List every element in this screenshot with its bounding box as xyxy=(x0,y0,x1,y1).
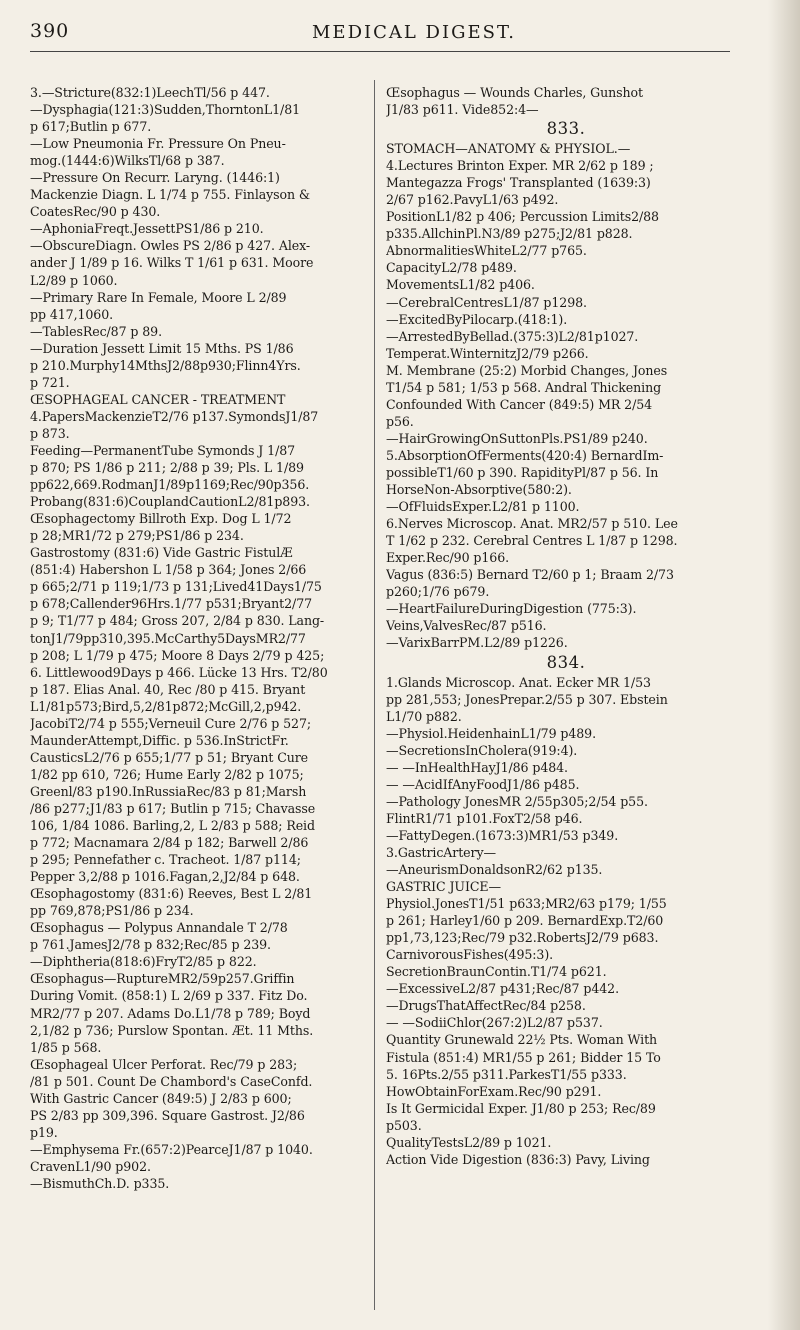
index-line: 1/85 p 568. xyxy=(30,1039,102,1055)
index-line: —VarixBarrPM.L2/89 p1226. xyxy=(386,635,568,651)
index-line: p 9; T1/77 p 484; Gross 207, 2/84 p 830. Lang- xyxy=(30,613,325,629)
index-line: FlintR1/71 p101.FoxT2/58 p46. xyxy=(386,810,583,826)
index-line: —Pathology JonesMR 2/55p305;2/54 p55. xyxy=(386,793,648,809)
index-line: — —InHealthHayJ1/86 p484. xyxy=(386,759,568,775)
index-line: p 28;MR1/72 p 279;PS1/86 p 234. xyxy=(30,528,244,544)
index-line: Probang(831:6)CouplandCautionL2/81p893. xyxy=(30,494,310,510)
index-line: CausticsL2/76 p 655;1/77 p 51; Bryant Cure xyxy=(30,749,309,765)
index-line: T1/54 p 581; 1/53 p 568. Andral Thickening xyxy=(386,379,662,395)
index-line: 2/67 p162.PavyL1/63 p492. xyxy=(386,192,559,208)
index-line: Œsophagus — Wounds Charles, Gunshot xyxy=(386,85,643,100)
index-line: —HeartFailureDuringDigestion (775:3). xyxy=(386,601,637,617)
index-line: AbnormalitiesWhiteL2/77 p765. xyxy=(386,243,587,259)
index-line: —Pressure On Recurr. Laryng. (1446:1) xyxy=(30,170,280,186)
index-line: Veins,ValvesRec/87 p516. xyxy=(386,618,547,634)
index-line: L1/70 p882. xyxy=(386,708,462,724)
index-line: p 261; Harley1/60 p 209. BernardExp.T2/60 xyxy=(386,913,664,929)
index-line: p 873. xyxy=(30,425,70,441)
right-column xyxy=(386,84,746,1168)
left-column xyxy=(30,84,390,1192)
index-line: CapacityL2/78 p489. xyxy=(386,260,517,276)
index-line: 6. Littlewood9Days p 466. Lücke 13 Hrs. T2/80 xyxy=(30,664,328,680)
index-line: p 617;Butlin p 677. xyxy=(30,119,152,135)
running-title: MEDICAL DIGEST. xyxy=(312,22,517,43)
index-line: Œsophagus — Polypus Annandale T 2/78 xyxy=(30,920,288,936)
index-line: — —SodiiChlor(267:2)L2/87 p537. xyxy=(386,1015,603,1031)
index-line: L2/89 p 1060. xyxy=(30,272,118,288)
index-line: CarnivorousFishes(495:3). xyxy=(386,947,554,963)
index-line: —AphoniaFreqt.JessettPS1/86 p 210. xyxy=(30,221,264,237)
column-divider xyxy=(374,80,375,1310)
index-line: M. Membrane (25:2) Morbid Changes, Jones xyxy=(386,362,668,378)
index-line: PositionL1/82 p 406; Percussion Limits2/88 xyxy=(386,209,659,225)
index-line: JacobiT2/74 p 555;Verneuil Cure 2/76 p 527; xyxy=(30,715,312,731)
index-line: 4.Lectures Brinton Exper. MR 2/62 p 189 ; xyxy=(386,158,654,174)
index-line: pp1,73,123;Rec/79 p32.RobertsJ2/79 p683. xyxy=(386,930,659,946)
index-line: ander J 1/89 p 16. Wilks T 1/61 p 631. Moore xyxy=(30,255,314,271)
index-line: —Primary Rare In Female, Moore L 2/89 xyxy=(30,289,287,305)
index-line: —Emphysema Fr.(657:2)PearceJ1/87 p 1040. xyxy=(30,1141,313,1157)
index-line: p503. xyxy=(386,1117,422,1133)
index-line: Mackenzie Diagn. L 1/74 p 755. Finlayson & xyxy=(30,187,311,203)
index-line: —ExcessiveL2/87 p431;Rec/87 p442. xyxy=(386,981,619,997)
index-line: p 678;Callender96Hrs.1/77 p531;Bryant2/77 xyxy=(30,596,313,612)
index-line: Œsophagostomy (831:6) Reeves, Best L 2/81 xyxy=(30,886,313,902)
index-line: p 772; Macnamara 2/84 p 182; Barwell 2/86 xyxy=(30,835,309,851)
index-line: GASTRIC JUICE— xyxy=(386,879,501,895)
index-line: /86 p277;J1/83 p 617; Butlin p 715; Chavasse xyxy=(30,800,316,816)
index-line: With Gastric Cancer (849:5) J 2/83 p 600; xyxy=(30,1090,292,1106)
index-line: p 295; Pennefather c. Tracheot. 1/87 p114; xyxy=(30,852,301,868)
index-line: T 1/62 p 232. Cerebral Centres L 1/87 p 1298. xyxy=(386,533,678,549)
index-line: Pepper 3,2/88 p 1016.Fagan,2,J2/84 p 648. xyxy=(30,869,300,885)
index-line: L1/81p573;Bird,5,2/81p872;McGill,2,p942. xyxy=(30,698,302,714)
index-line: Action Vide Digestion (836:3) Pavy, Living xyxy=(386,1151,650,1167)
index-line: p 210.Murphy14MthsJ2/88p930;Flinn4Yrs. xyxy=(30,357,301,373)
index-line: —Dysphagia(121:3)Sudden,ThorntonL1/81 xyxy=(30,102,301,118)
index-line: pp622,669.RodmanJ1/89p1169;Rec/90p356. xyxy=(30,477,310,493)
index-line: tonJ1/79pp310,395.McCarthy5DaysMR2/77 xyxy=(30,630,306,646)
index-line: p335.AllchinPl.N3/89 p275;J2/81 p828. xyxy=(386,226,633,242)
index-line: 1.Glands Microscop. Anat. Ecker MR 1/53 xyxy=(386,674,651,690)
index-line: —HairGrowingOnSuttonPls.PS1/89 p240. xyxy=(386,430,648,446)
index-line: —Physiol.HeidenhainL1/79 p489. xyxy=(386,725,596,741)
index-line: —Duration Jessett Limit 15 Mths. PS 1/86 xyxy=(30,340,294,356)
index-line: —OfFluidsExper.L2/81 p 1100. xyxy=(386,499,580,515)
index-line: SecretionBraunContin.T1/74 p621. xyxy=(386,964,607,980)
page-edge-shadow xyxy=(768,0,800,1330)
index-line: —ObscureDiagn. Owles PS 2/86 p 427. Alex- xyxy=(30,238,311,254)
section-number: 833. xyxy=(546,119,586,139)
index-line: 3.GastricArtery— xyxy=(386,844,496,860)
index-line: Greenl/83 p190.InRussiaRec/83 p 81;Marsh xyxy=(30,783,307,799)
index-line: pp 769,878;PS1/86 p 234. xyxy=(30,903,194,919)
index-line: Fistula (851:4) MR1/55 p 261; Bidder 15 To xyxy=(386,1049,661,1065)
index-line: p 761.JamesJ2/78 p 832;Rec/85 p 239. xyxy=(30,937,271,953)
index-line: —BismuthCh.D. p335. xyxy=(30,1176,170,1191)
index-line: —DrugsThatAffectRec/84 p258. xyxy=(386,998,586,1014)
index-line: CoatesRec/90 p 430. xyxy=(30,204,161,220)
index-line: —Low Pneumonia Fr. Pressure On Pneu- xyxy=(30,136,286,152)
index-line: p 665;2/71 p 119;1/73 p 131;Lived41Days1/75 xyxy=(30,579,322,595)
index-line: Mantegazza Frogs' Transplanted (1639:3) xyxy=(386,175,651,191)
index-line: p19. xyxy=(30,1124,58,1140)
index-line: 6.Nerves Microscop. Anat. MR2/57 p 510. Lee xyxy=(386,516,678,532)
index-line: —ExcitedByPilocarp.(418:1). xyxy=(386,311,568,327)
index-line: p56. xyxy=(386,413,414,429)
index-line: Is It Germicidal Exper. J1/80 p 253; Rec/89 xyxy=(386,1100,656,1116)
index-line: Quantity Grunewald 22½ Pts. Woman With xyxy=(386,1032,658,1048)
index-line: —Diphtheria(818:6)FryT2/85 p 822. xyxy=(30,954,257,970)
index-line: pp 417,1060. xyxy=(30,306,114,322)
index-line: MaunderAttempt,Diffic. p 536.InStrictFr. xyxy=(30,732,289,748)
index-line: —AneurismDonaldsonR2/62 p135. xyxy=(386,862,603,878)
header-rule xyxy=(30,51,730,52)
index-line: HorseNon-Absorptive(580:2). xyxy=(386,482,572,498)
index-line: 106, 1/84 1086. Barling,2, L 2/83 p 588; Reid xyxy=(30,818,315,834)
index-line: Gastrostomy (831:6) Vide Gastric FistulÆ xyxy=(30,545,293,561)
index-line: —FattyDegen.(1673:3)MR1/53 p349. xyxy=(386,827,619,843)
index-line: CravenL1/90 p902. xyxy=(30,1158,151,1174)
index-line: Exper.Rec/90 p166. xyxy=(386,550,510,566)
index-line: p260;1/76 p679. xyxy=(386,584,490,600)
index-line: Œsophagus—RuptureMR2/59p257.Griffin xyxy=(30,971,295,987)
index-line: During Vomit. (858:1) L 2/69 p 337. Fitz Do. xyxy=(30,988,308,1004)
index-line: (851:4) Habershon L 1/58 p 364; Jones 2/66 xyxy=(30,562,307,578)
index-line: —CerebralCentresL1/87 p1298. xyxy=(386,294,587,310)
index-line: —TablesRec/87 p 89. xyxy=(30,323,162,339)
index-line: QualityTestsL2/89 p 1021. xyxy=(386,1134,552,1150)
index-line: Feeding—PermanentTube Symonds J 1/87 xyxy=(30,442,296,458)
index-line: 5. 16Pts.2/55 p311.ParkesT1/55 p333. xyxy=(386,1066,627,1082)
index-line: ŒSOPHAGEAL CANCER - TREATMENT xyxy=(30,391,286,407)
index-line: 1/82 pp 610, 726; Hume Early 2/82 p 1075; xyxy=(30,766,304,782)
section-number: 834. xyxy=(546,652,586,672)
index-line: p 870; PS 1/86 p 211; 2/88 p 39; Pls. L 1/89 xyxy=(30,460,304,476)
index-line: p 721. xyxy=(30,374,70,390)
index-line: Temperat.WinternitzJ2/79 p266. xyxy=(386,345,589,361)
index-line: — —AcidIfAnyFoodJ1/86 p485. xyxy=(386,776,580,792)
index-line: J1/83 p611. Vide852:4— xyxy=(386,102,539,118)
index-line: MR2/77 p 207. Adams Do.L1/78 p 789; Boyd xyxy=(30,1005,311,1021)
page-number: 390 xyxy=(30,20,70,42)
index-line: Œsophageal Ulcer Perforat. Rec/79 p 283; xyxy=(30,1056,298,1072)
index-line: mog.(1444:6)WilksTl/68 p 387. xyxy=(30,153,225,169)
index-line: STOMACH—ANATOMY & PHYSIOL.— xyxy=(386,141,631,157)
index-line: p 187. Elias Anal. 40, Rec /80 p 415. Bryant xyxy=(30,681,306,697)
index-line: 2,1/82 p 736; Purslow Spontan. Æt. 11 Mths. xyxy=(30,1022,314,1038)
index-line: Œsophagectomy Billroth Exp. Dog L 1/72 xyxy=(30,511,292,527)
index-line: possibleT1/60 p 390. RapidityPl/87 p 56. In xyxy=(386,464,659,480)
index-line: MovementsL1/82 p406. xyxy=(386,277,535,293)
index-line: —ArrestedByBellad.(375:3)L2/81p1027. xyxy=(386,328,639,344)
index-line: 3.—Stricture(832:1)LeechTl/56 p 447. xyxy=(30,85,270,100)
index-line: Confounded With Cancer (849:5) MR 2/54 xyxy=(386,396,653,412)
index-line: —SecretionsInCholera(919:4). xyxy=(386,742,578,758)
index-line: Physiol.JonesT1/51 p633;MR2/63 p179; 1/55 xyxy=(386,896,667,912)
index-line: p 208; L 1/79 p 475; Moore 8 Days 2/79 p 425; xyxy=(30,647,325,663)
index-line: pp 281,553; JonesPrepar.2/55 p 307. Ebstein xyxy=(386,691,668,707)
index-line: /81 p 501. Count De Chambord's CaseConfd. xyxy=(30,1073,313,1089)
index-line: Vagus (836:5) Bernard T2/60 p 1; Braam 2/73 xyxy=(386,567,674,583)
index-line: 4.PapersMackenzieT2/76 p137.SymondsJ1/87 xyxy=(30,408,319,424)
index-line: HowObtainForExam.Rec/90 p291. xyxy=(386,1083,602,1099)
index-line: 5.AbsorptionOfFerments(420:4) BernardIm- xyxy=(386,447,664,463)
index-line: PS 2/83 pp 309,396. Square Gastrost. J2/86 xyxy=(30,1107,305,1123)
